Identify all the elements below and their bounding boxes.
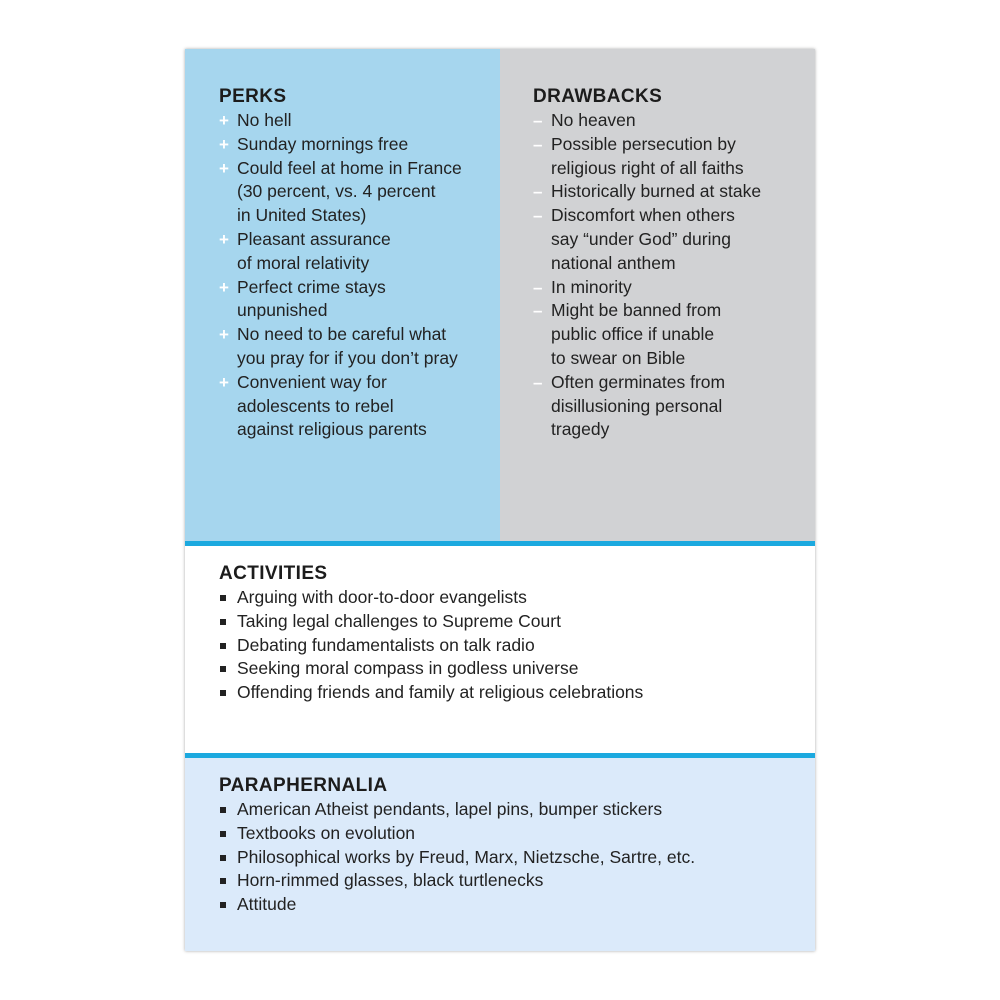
perk-item-line: you pray for if you don’t pray (237, 347, 458, 368)
drawbacks-list (533, 109, 815, 442)
square-bullet-icon (220, 831, 226, 837)
paraphernalia-item (219, 869, 815, 893)
activity-item-text: Seeking moral compass in godless universe (237, 658, 579, 679)
perks-column (185, 49, 500, 541)
plus-icon: + (219, 111, 229, 130)
plus-icon: + (219, 372, 229, 392)
drawbacks-heading: DRAWBACKS (533, 86, 663, 107)
perk-item (219, 157, 500, 228)
dash-icon: – (533, 372, 543, 392)
drawback-item (533, 371, 815, 442)
dash-icon: – (533, 206, 543, 226)
drawback-item-line: tragedy (551, 419, 610, 440)
perk-item-line: in United States) (237, 205, 367, 226)
perk-item (219, 276, 500, 324)
activities-section (185, 546, 815, 753)
paraphernalia-item (219, 822, 815, 846)
drawback-item-line: say “under God” during (551, 228, 731, 249)
perk-item (219, 133, 500, 157)
activity-item-text: Debating fundamentalists on talk radio (237, 634, 535, 655)
activity-item (219, 681, 815, 705)
dash-icon: – (533, 277, 543, 297)
dash-icon: – (533, 134, 543, 154)
drawback-item (533, 299, 815, 370)
square-bullet-icon (220, 595, 226, 601)
dash-icon: – (533, 111, 543, 130)
perks-heading: PERKS (219, 86, 287, 107)
square-bullet-icon (220, 878, 226, 884)
square-bullet-icon (220, 690, 226, 696)
drawback-item-line: Historically burned at stake (551, 181, 762, 202)
paraphernalia-item (219, 798, 815, 822)
drawbacks-column (500, 49, 815, 541)
paraphernalia-item (219, 893, 815, 917)
perk-item-line: unpunished (237, 300, 328, 321)
perk-item-line: No hell (237, 110, 292, 130)
plus-icon: + (219, 229, 229, 249)
drawback-item-line: national anthem (551, 252, 676, 273)
drawback-item (533, 133, 815, 181)
activity-item (219, 634, 815, 658)
drawback-item-line: Discomfort when others (551, 205, 735, 226)
paraphernalia-item-text: Attitude (237, 894, 297, 915)
perk-item-line: (30 percent, vs. 4 percent (237, 181, 436, 202)
drawback-item-line: public office if unable (551, 324, 715, 345)
dash-icon: – (533, 301, 543, 321)
activity-item-text: Arguing with door-to-door evangelists (237, 587, 527, 607)
activity-item (219, 586, 815, 610)
plus-icon: + (219, 277, 229, 297)
perk-item (219, 323, 500, 371)
drawback-item-line: In minority (551, 276, 632, 297)
activity-item-text: Taking legal challenges to Supreme Court (237, 610, 561, 631)
drawback-item (533, 204, 815, 275)
drawback-item (533, 276, 815, 300)
drawback-item-line: religious right of all faiths (551, 157, 744, 178)
drawback-item-line: to swear on Bible (551, 347, 686, 368)
perk-item (219, 109, 500, 133)
square-bullet-icon (220, 643, 226, 649)
square-bullet-icon (220, 807, 226, 813)
perk-item-line: Pleasant assurance (237, 228, 391, 249)
perk-item-line: Sunday mornings free (237, 133, 409, 154)
activity-item (219, 610, 815, 634)
perk-item-line: No need to be careful what (237, 324, 447, 345)
drawback-item-line: Possible persecution by (551, 133, 736, 154)
info-card (185, 49, 815, 951)
perk-item-line: Could feel at home in France (237, 157, 462, 178)
activities-list (219, 586, 815, 705)
paraphernalia-item (219, 846, 815, 870)
activities-heading: ACTIVITIES (219, 563, 328, 584)
paraphernalia-item-text: Horn-rimmed glasses, black turtlenecks (237, 870, 544, 891)
drawback-item-line: disillusioning personal (551, 395, 723, 416)
paraphernalia-list (219, 798, 815, 917)
perk-item-line: against religious parents (237, 419, 427, 440)
drawback-item-line: Often germinates from (551, 371, 726, 392)
square-bullet-icon (220, 855, 226, 861)
square-bullet-icon (220, 619, 226, 625)
drawback-item (533, 180, 815, 204)
drawback-item-line: Might be banned from (551, 300, 722, 321)
plus-icon: + (219, 134, 229, 154)
dash-icon: – (533, 182, 543, 202)
paraphernalia-section (185, 758, 815, 951)
drawback-item (533, 109, 815, 133)
square-bullet-icon (220, 902, 226, 908)
perk-item-line: of moral relativity (237, 252, 370, 273)
plus-icon: + (219, 158, 229, 178)
drawback-item-line: No heaven (551, 110, 636, 130)
perks-list (219, 109, 500, 442)
paraphernalia-heading: PARAPHERNALIA (219, 775, 388, 796)
perk-item (219, 371, 500, 442)
paraphernalia-item-text: Textbooks on evolution (237, 822, 416, 843)
activity-item (219, 657, 815, 681)
plus-icon: + (219, 325, 229, 345)
activity-item-text: Offending friends and family at religious celebrations (237, 682, 644, 703)
perk-item (219, 228, 500, 276)
square-bullet-icon (220, 666, 226, 672)
paraphernalia-item-text: American Atheist pendants, lapel pins, bumper stickers (237, 799, 663, 819)
perk-item-line: Perfect crime stays (237, 276, 386, 297)
perk-item-line: Convenient way for (237, 371, 387, 392)
perks-drawbacks-row (185, 49, 815, 541)
paraphernalia-item-text: Philosophical works by Freud, Marx, Nietzsche, Sartre, etc. (237, 846, 696, 867)
perk-item-line: adolescents to rebel (237, 395, 394, 416)
